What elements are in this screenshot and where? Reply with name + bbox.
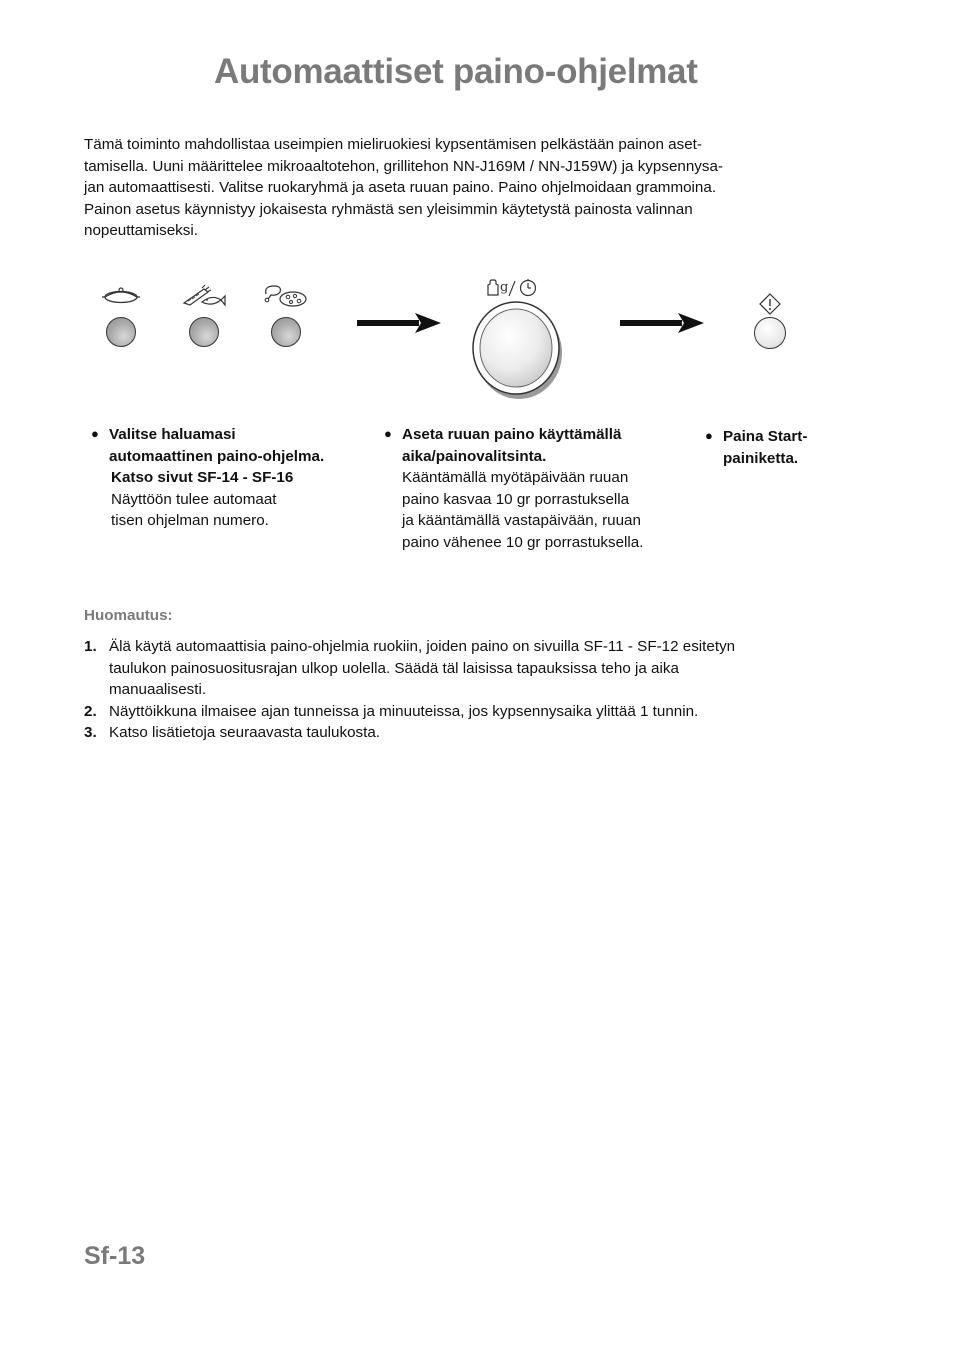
note-line: Katso lisätietoja seuraavasta taulukosta.	[109, 724, 381, 742]
program-button-fish-vegetable[interactable]	[189, 317, 219, 347]
note-number: 3.	[84, 724, 97, 742]
step-line: ja kääntämällä vastapäivään, ruuan	[402, 512, 641, 530]
bullet: ●	[384, 426, 392, 441]
program-button-chicken-pizza[interactable]	[271, 317, 301, 347]
arrow-right-icon	[620, 313, 704, 333]
casserole-icon	[101, 285, 141, 307]
step-line: Katso sivut SF-14 - SF-16	[111, 469, 294, 487]
notes-list	[84, 636, 864, 744]
dial-unit-label: g	[500, 280, 509, 295]
step-line: tisen ohjelman numero.	[111, 512, 269, 530]
bullet: ●	[91, 426, 99, 441]
note-line: Näyttöikkuna ilmaisee ajan tunneissa ja minuuteissa, jos kypsennysaika ylittää 1 tunnin.	[109, 702, 699, 720]
step-line: paino kasvaa 10 gr porrastuksella	[402, 490, 630, 508]
arrow-right-icon	[357, 313, 441, 333]
control-panel-illustration	[0, 265, 954, 405]
start-diamond-icon	[759, 293, 781, 315]
step-line: painiketta.	[723, 449, 799, 467]
step-line: Näyttöön tulee automaat	[111, 490, 277, 508]
step-line: Kääntämällä myötäpäivään ruuan	[402, 469, 629, 487]
intro-line: Painon asetus käynnistyy jokaisesta ryhmästä sen yleisimmin käytetystä painosta valinnan	[84, 200, 693, 218]
note-line: taulukon painosuositusrajan ulkop uolella. Säädä täl laisissa tapauksissa teho ja aika	[109, 659, 679, 677]
step-line: automaattinen paino-ohjelma.	[109, 447, 325, 465]
time-weight-dial[interactable]	[472, 298, 564, 402]
note-item	[84, 722, 864, 744]
page-number: Sf-13	[84, 1242, 146, 1270]
fish-vegetable-icon	[182, 283, 226, 309]
chicken-pizza-icon	[262, 282, 308, 310]
program-button-casserole[interactable]	[106, 317, 136, 347]
note-item	[84, 701, 864, 723]
notes-heading: Huomautus:	[84, 607, 173, 624]
step-line: Paina Start-	[723, 428, 808, 445]
note-line: Älä käytä automaattisia paino-ohjelmia ruokiin, joiden paino on sivuilla SF-11 - SF-12 esitetyn	[109, 638, 736, 655]
intro-line: tamisella. Uuni määrittelee mikroaaltotehon, grillitehon NN-J169M / NN-J159W) ja kypsennysa-	[84, 157, 723, 175]
step-line: paino vähenee 10 gr porrastuksella.	[402, 533, 644, 551]
intro-paragraph	[84, 134, 844, 242]
bullet: ●	[705, 428, 713, 443]
step-line: Valitse haluamasi	[109, 426, 236, 443]
intro-line: Tämä toiminto mahdollistaa useimpien mieliruokiesi kypsentämisen pelkästään painon aset-	[84, 136, 702, 153]
step-line: aika/painovalitsinta.	[402, 447, 547, 465]
page-title: Automaattiset paino-ohjelmat	[214, 52, 698, 91]
intro-line: jan automaattisesti. Valitse ruokaryhmä ja aseta ruuan paino. Paino ohjelmoidaan grammoina.	[84, 179, 717, 196]
note-number: 1.	[84, 638, 97, 655]
start-button[interactable]	[754, 317, 786, 349]
step-line: Aseta ruuan paino käyttämällä	[402, 426, 622, 443]
note-line: manuaalisesti.	[109, 681, 207, 699]
weight-icon	[486, 277, 500, 297]
note-item	[84, 636, 864, 701]
clock-icon	[519, 279, 537, 297]
note-number: 2.	[84, 702, 97, 720]
intro-line: nopeuttamiseksi.	[84, 222, 198, 239]
